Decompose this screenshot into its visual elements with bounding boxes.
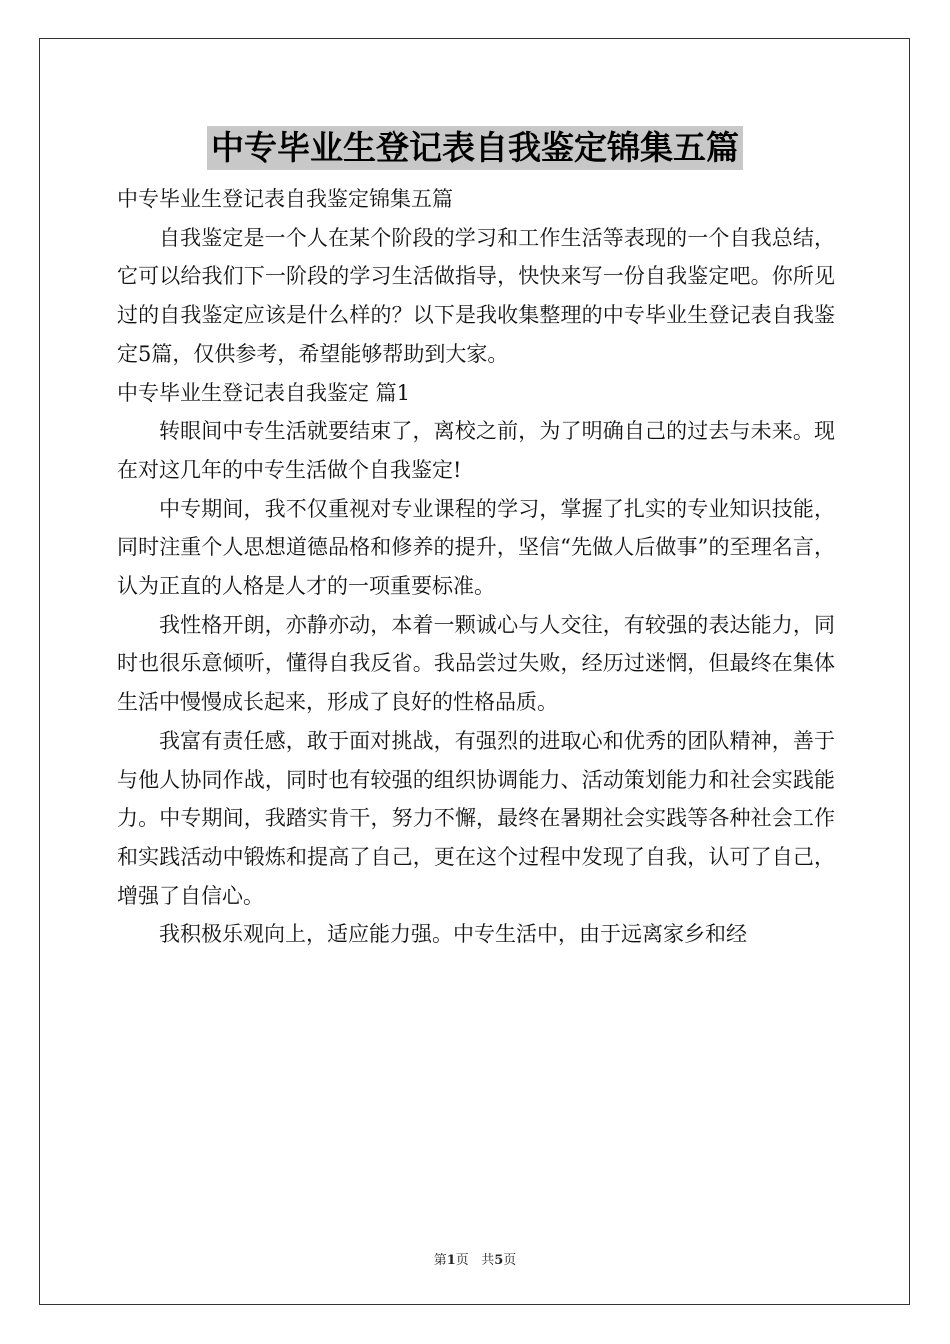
body-paragraph-1: 转眼间中专生活就要结束了，离校之前，为了明确自己的过去与未来。现在对这几年的中专生活做个自我鉴定! — [117, 419, 835, 482]
document-subtitle: 中专毕业生登记表自我鉴定锦集五篇 — [117, 187, 453, 211]
document-body — [117, 180, 835, 954]
title-container — [0, 126, 950, 170]
total-pages: 5 — [494, 1253, 504, 1268]
document-title: 中专毕业生登记表自我鉴定锦集五篇 — [207, 126, 743, 170]
total-suffix: 页 — [503, 1253, 517, 1268]
total-prefix: 共 — [481, 1253, 495, 1268]
page-footer — [0, 1249, 950, 1268]
body-paragraph-2: 中专期间，我不仅重视对专业课程的学习，掌握了扎实的专业知识技能，同时注重个人思想道德品格和修养的提升，坚信“先做人后做事”的至理名言，认为正直的人格是人才的一项重要标准。 — [117, 496, 835, 599]
body-paragraph-3: 我性格开朗，亦静亦动，本着一颗诚心与人交往，有较强的表达能力，同时也很乐意倾听，懂得自我反省。我品尝过失败，经历过迷惘，但最终在集体生活中慢慢成长起来，形成了良好的性格品质。 — [117, 612, 835, 715]
section-heading: 中专毕业生登记表自我鉴定 篇1 — [117, 380, 411, 405]
body-paragraph-5: 我积极乐观向上，适应能力强。中专生活中，由于远离家乡和经 — [159, 922, 747, 947]
page-suffix: 页 — [455, 1253, 469, 1268]
page-number: 1 — [446, 1253, 456, 1268]
body-paragraph-4: 我富有责任感，敢于面对挑战，有强烈的进取心和优秀的团队精神，善于与他人协同作战，同时也有较强的组织协调能力、活动策划能力和社会实践能力。中专期间，我踏实肯干，努力不懈，最终在暑期社会实践等各种社会工作和实践活动中锻炼和提高了自己，更在这个过程中发现了自我，认可了自己，增强了自信心。 — [117, 728, 835, 908]
intro-paragraph: 自我鉴定是一个人在某个阶段的学习和工作生活等表现的一个自我总结，它可以给我们下一阶段的学习生活做指导，快快来写一份自我鉴定吧。你所见过的自我鉴定应该是什么样的？以下是我收集整理的中专毕业生登记表自我鉴定5篇，仅供参考，希望能够帮助到大家。 — [117, 225, 835, 366]
page-prefix: 第 — [433, 1253, 447, 1268]
